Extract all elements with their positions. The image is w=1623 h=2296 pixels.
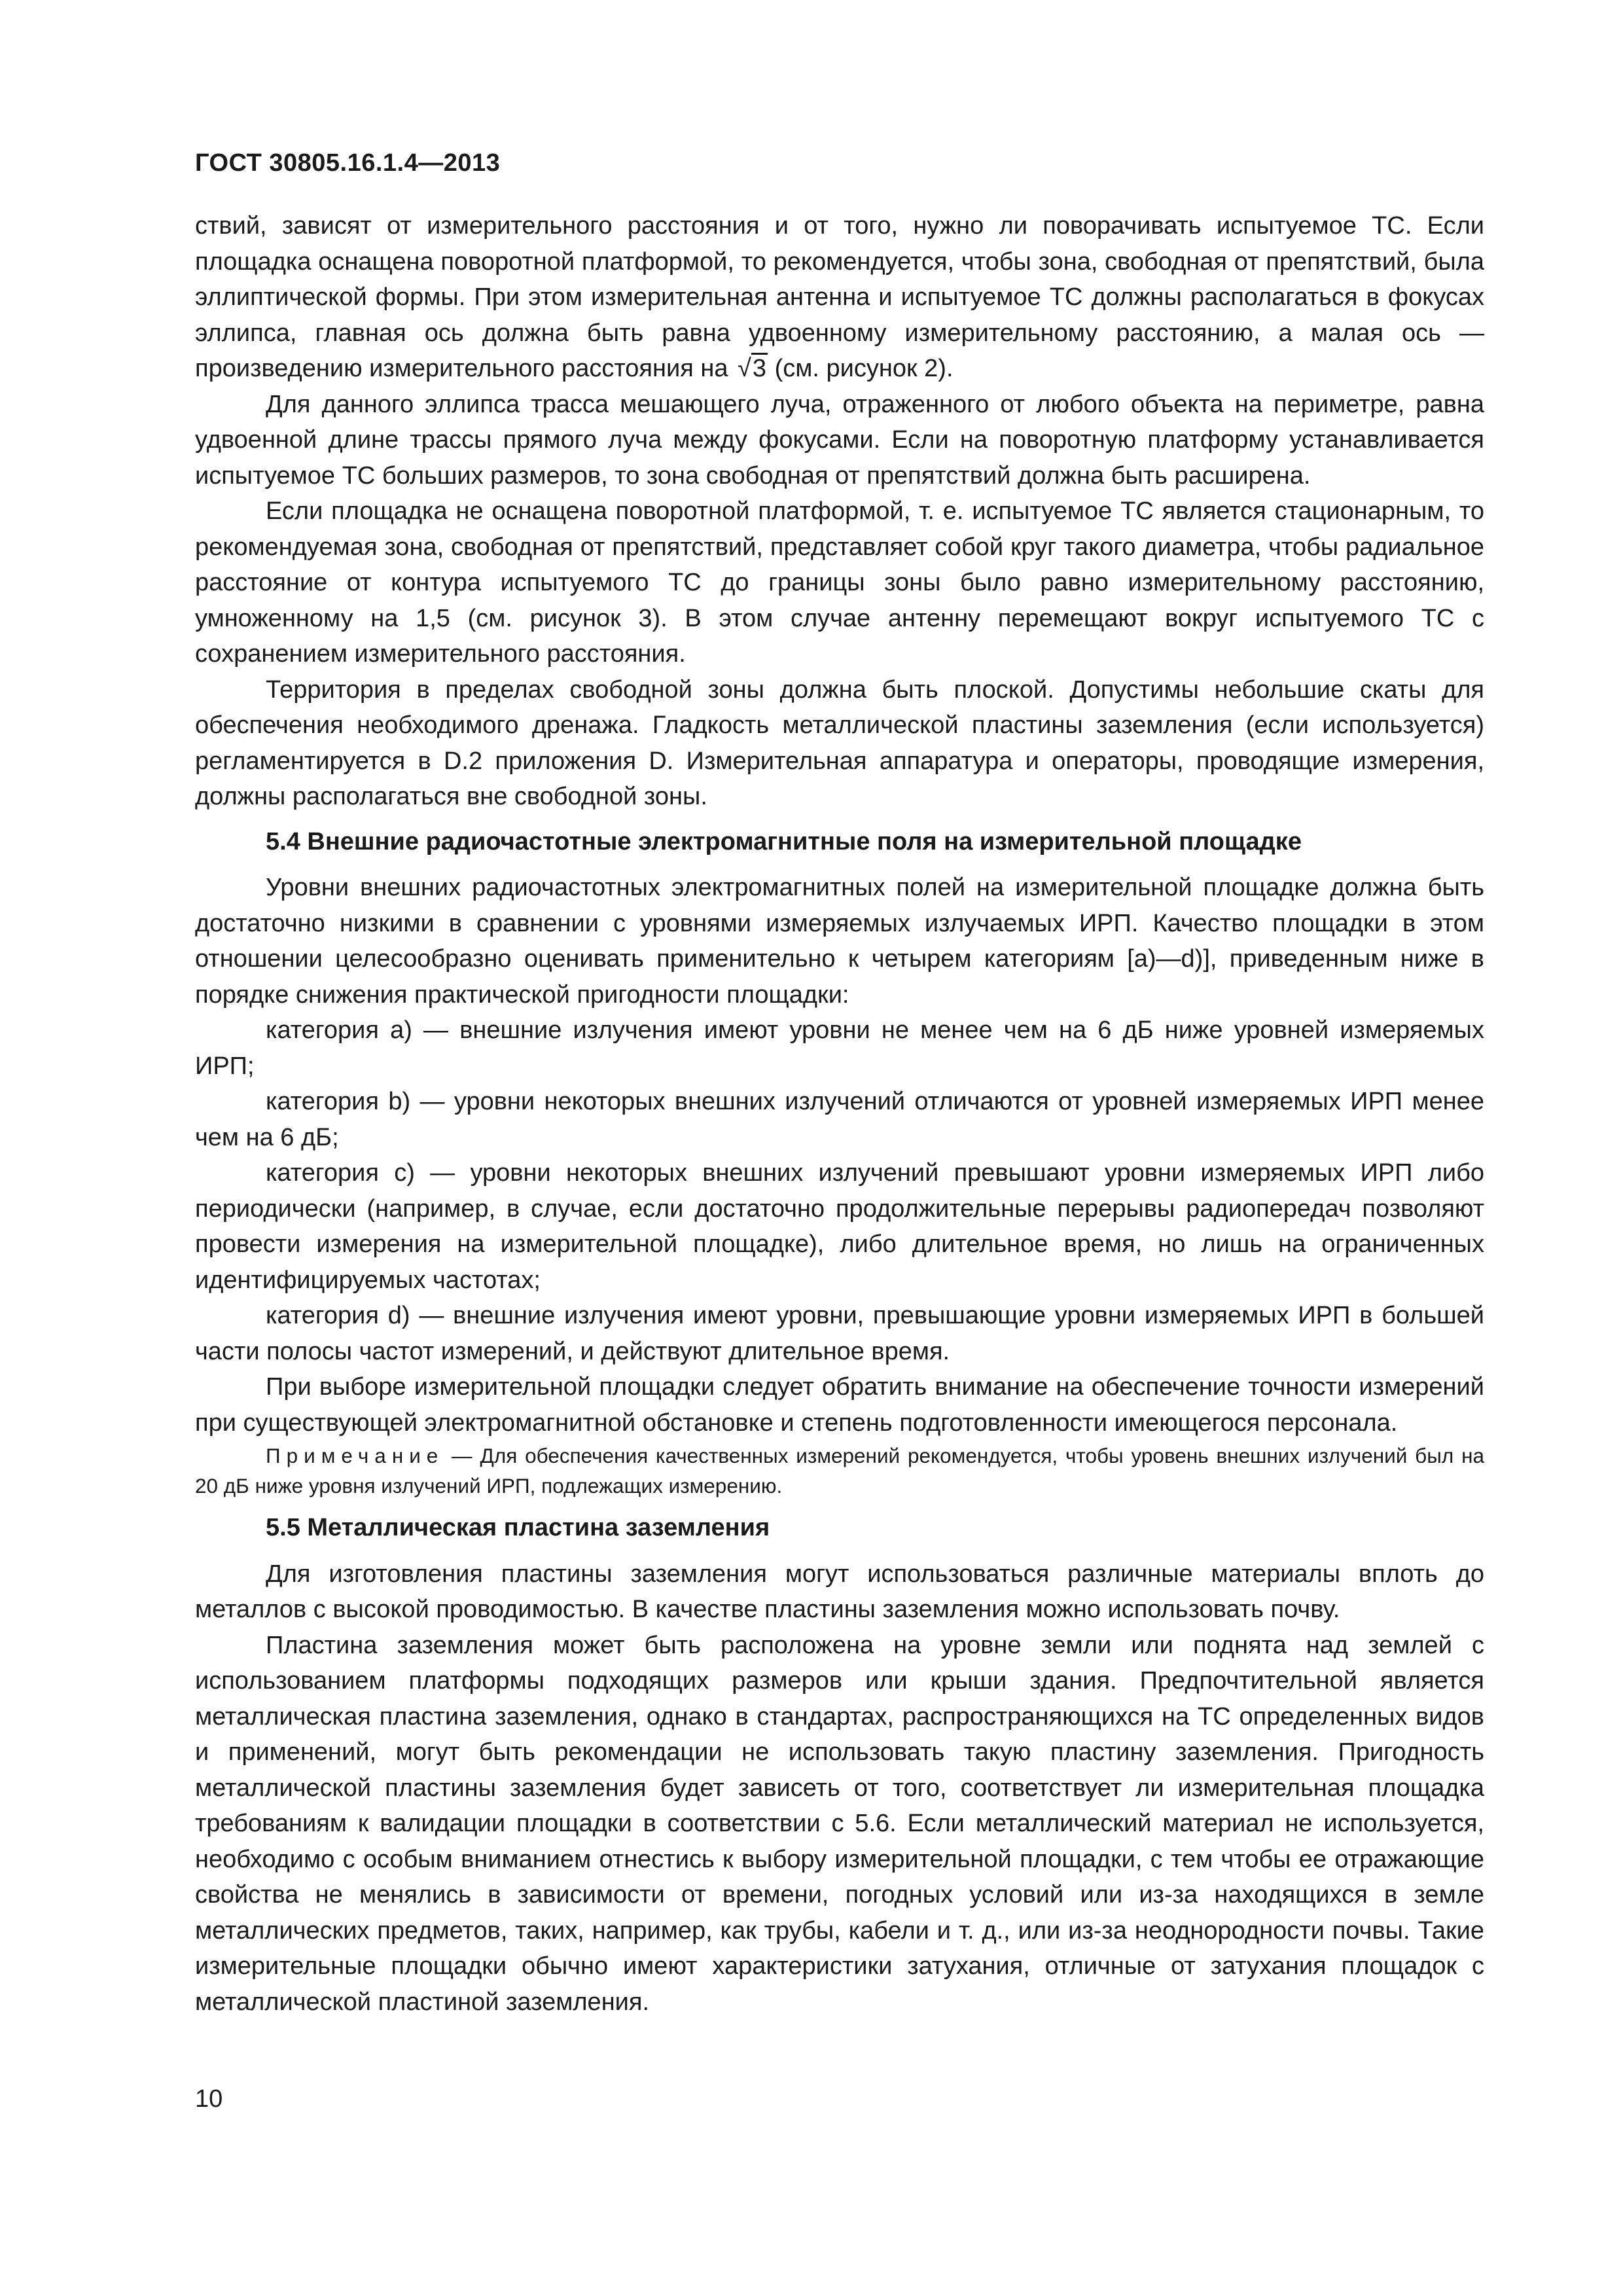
- paragraph-text: (см. рисунок 2).: [768, 355, 954, 382]
- document-header: ГОСТ 30805.16.1.4—2013: [195, 149, 501, 177]
- paragraph: При выборе измерительной площадки следует обратить внимание на обеспечение точности измерений при существующей электромагнитной обстановке и степень подготовленности имеющегося персонала.: [195, 1373, 1484, 1437]
- paragraph-continued: [195, 208, 1484, 387]
- paragraph-text: ствий, зависят от измерительного расстояния и от того, нужно ли поворачивать испытуемое ТС. Если площадка оснащена поворотной платформой, то рекомендуется, чтобы зона, свободная от препятствий, была эллиптической формы. При этом измерительная антенна и испытуемое ТС должны располагаться в фокусах эллипса, главная ось должна быть равна удвоенному измерительному расстоянию, а малая ось — произведению измерительного расстояния на: [195, 212, 1484, 382]
- paragraph: Территория в пределах свободной зоны должна быть плоской. Допустимы небольшие скаты для обеспечения необходимого дренажа. Гладкость металлической пластины заземления (если используется) регламентируется в D.2 приложения D. Измерительная аппаратура и операторы, проводящие измерения, должны располагаться вне свободной зоны.: [195, 675, 1484, 810]
- paragraph: Если площадка не оснащена поворотной платформой, т. е. испытуемое ТС является стационарным, то рекомендуемая зона, свободная от препятствий, представляет собой круг такого диаметра, чтобы радиальное расстояние от контура испытуемого ТС до границы зоны было равно измерительному расстоянию, умноженному на 1,5 (см. рисунок 3). В этом случае антенну перемещают вокруг испытуемого ТС с сохранением измерительного расстояния.: [195, 497, 1484, 668]
- document-body: [195, 208, 1484, 2020]
- sqrt-expression: [735, 351, 768, 387]
- section-heading-5-4: 5.4 Внешние радиочастотные электромагнитные поля на измерительной площадке: [266, 827, 1302, 855]
- sqrt-radicand: 3: [751, 353, 768, 382]
- paragraph: Пластина заземления может быть расположена на уровне земли или поднята над землей с использованием платформы подходящих размеров или крыши здания. Предпочтительной является металлическая пластина заземления, однако в стандартах, распространяющихся на ТС определенных видов и применений, могут быть рекомендации не использовать такую пластину заземления. Пригодность металлической пластины заземления будет зависеть от того, соответствует ли измерительная площадка требованиям к валидации площадки в соответствии с 5.6. Если металлический материал не используется, необходимо с особым вниманием отнестись к выбору измерительной площадки, с тем чтобы ее отражающие свойства не менялись в зависимости от времени, погодных условий или из-за находящихся в земле металлических предметов, таких, например, как трубы, кабели и т. д., или из-за неоднородности почвы. Такие измерительные площадки обычно имеют характеристики затухания, отличные от затухания площадок с металлической пластиной заземления.: [195, 1631, 1484, 2016]
- category-item: категория b) — уровни некоторых внешних излучений отличаются от уровней измеряемых ИРП менее чем на 6 дБ;: [195, 1088, 1484, 1151]
- paragraph: Для изготовления пластины заземления могут использоваться различные материалы вплоть до металлов с высокой проводимостью. В качестве пластины заземления можно использовать почву.: [195, 1560, 1484, 1623]
- category-item: категория c) — уровни некоторых внешних излучений превышают уровни измеряемых ИРП либо периодически (например, в случае, если достаточно продолжительные перерывы радиопередач позволяют провести измерения на измерительной площадке), либо длительное время, но лишь на ограниченных идентифицируемых частотах;: [195, 1159, 1484, 1294]
- sqrt-sign: √: [738, 355, 751, 382]
- paragraph: Для данного эллипса трасса мешающего луча, отраженного от любого объекта на периметре, равна удвоенной длине трассы прямого луча между фокусами. Если на поворотную платформу устанавливается испытуемое ТС больших размеров, то зона свободная от препятствий должна быть расширена.: [195, 390, 1484, 490]
- section-heading-5-5: 5.5 Металлическая пластина заземления: [266, 1514, 770, 1541]
- note-label: Примечание: [266, 1444, 444, 1467]
- page-number: 10: [195, 2085, 223, 2113]
- category-item: категория a) — внешние излучения имеют уровни не менее чем на 6 дБ ниже уровней измеряемых ИРП;: [195, 1016, 1484, 1080]
- note-text: — Для обеспечения качественных измерений рекомендуется, чтобы уровень внешних излучений был на 20 дБ ниже уровня излучений ИРП, подлежащих измерению.: [195, 1444, 1484, 1498]
- category-item: категория d) — внешние излучения имеют уровни, превышающие уровни измеряемых ИРП в большей части полосы частот измерений, и действуют длительное время.: [195, 1302, 1484, 1365]
- note: [195, 1441, 1484, 1501]
- paragraph: Уровни внешних радиочастотных электромагнитных полей на измерительной площадке должна быть достаточно низкими в сравнении с уровнями измеряемых излучаемых ИРП. Качество площадки в этом отношении целесообразно оценивать применительно к четырем категориям [a)—d)], приведенным ниже в порядке снижения практической пригодности площадки:: [195, 874, 1484, 1009]
